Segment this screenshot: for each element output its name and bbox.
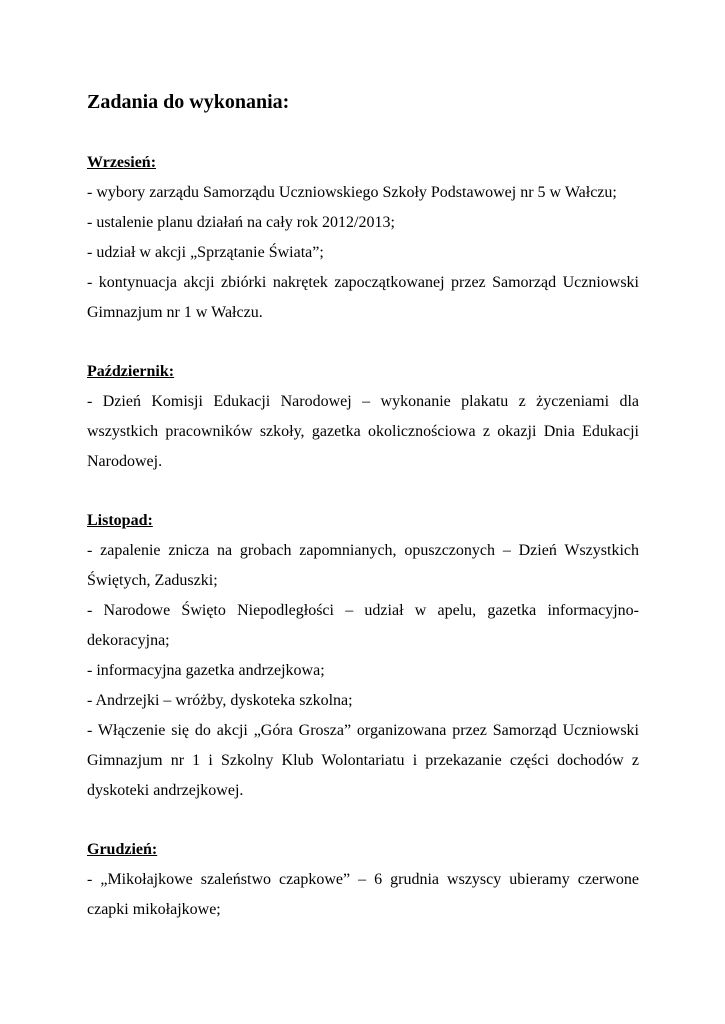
list-item: - Narodowe Święto Niepodległości – udział w apelu, gazetka informacyjno-dekoracyjna; — [87, 602, 639, 649]
list-item: - udział w akcji „Sprzątanie Świata”; — [87, 244, 324, 261]
section-heading: Październik: — [87, 363, 175, 380]
list-item: - wybory zarządu Samorządu Uczniowskiego Szkoły Podstawowej nr 5 w Wałczu; — [87, 184, 617, 201]
section-wrzesien — [87, 148, 639, 328]
section-heading: Wrzesień: — [87, 154, 157, 171]
list-item: - „Mikołajkowe szaleństwo czapkowe” – 6 grudnia wszyscy ubieramy czerwone czapki mikołajkowe; — [87, 871, 639, 918]
list-item: - informacyjna gazetka andrzejkowa; — [87, 662, 325, 679]
section-grudzien — [87, 835, 639, 925]
section-pazdziernik — [87, 357, 639, 477]
section-listopad — [87, 506, 639, 806]
document-page — [87, 84, 639, 925]
list-item: - ustalenie planu działań na cały rok 2012/2013; — [87, 214, 395, 231]
list-item: - zapalenie znicza na grobach zapomnianych, opuszczonych – Dzień Wszystkich Świętych, Zaduszki; — [87, 542, 639, 589]
section-heading: Listopad: — [87, 512, 153, 529]
list-item: - Włączenie się do akcji „Góra Grosza” organizowana przez Samorząd Uczniowski Gimnazjum nr 1 i Szkolny Klub Wolontariatu i przekazanie części dochodów z dyskoteki andrzejkowej. — [87, 722, 639, 799]
spacer — [87, 328, 639, 357]
list-item: - kontynuacja akcji zbiórki nakrętek zapoczątkowanej przez Samorząd Uczniowski Gimnazjum nr 1 w Wałczu. — [87, 274, 639, 321]
spacer — [87, 806, 639, 835]
list-item: - Dzień Komisji Edukacji Narodowej – wykonanie plakatu z życzeniami dla wszystkich pracowników szkoły, gazetka okolicznościowa z okazji Dnia Edukacji Narodowej. — [87, 393, 639, 470]
spacer — [87, 477, 639, 506]
spacer — [87, 120, 639, 148]
list-item: - Andrzejki – wróżby, dyskoteka szkolna; — [87, 692, 353, 709]
section-heading: Grudzień: — [87, 841, 158, 858]
page-title: Zadania do wykonania: — [87, 91, 290, 113]
